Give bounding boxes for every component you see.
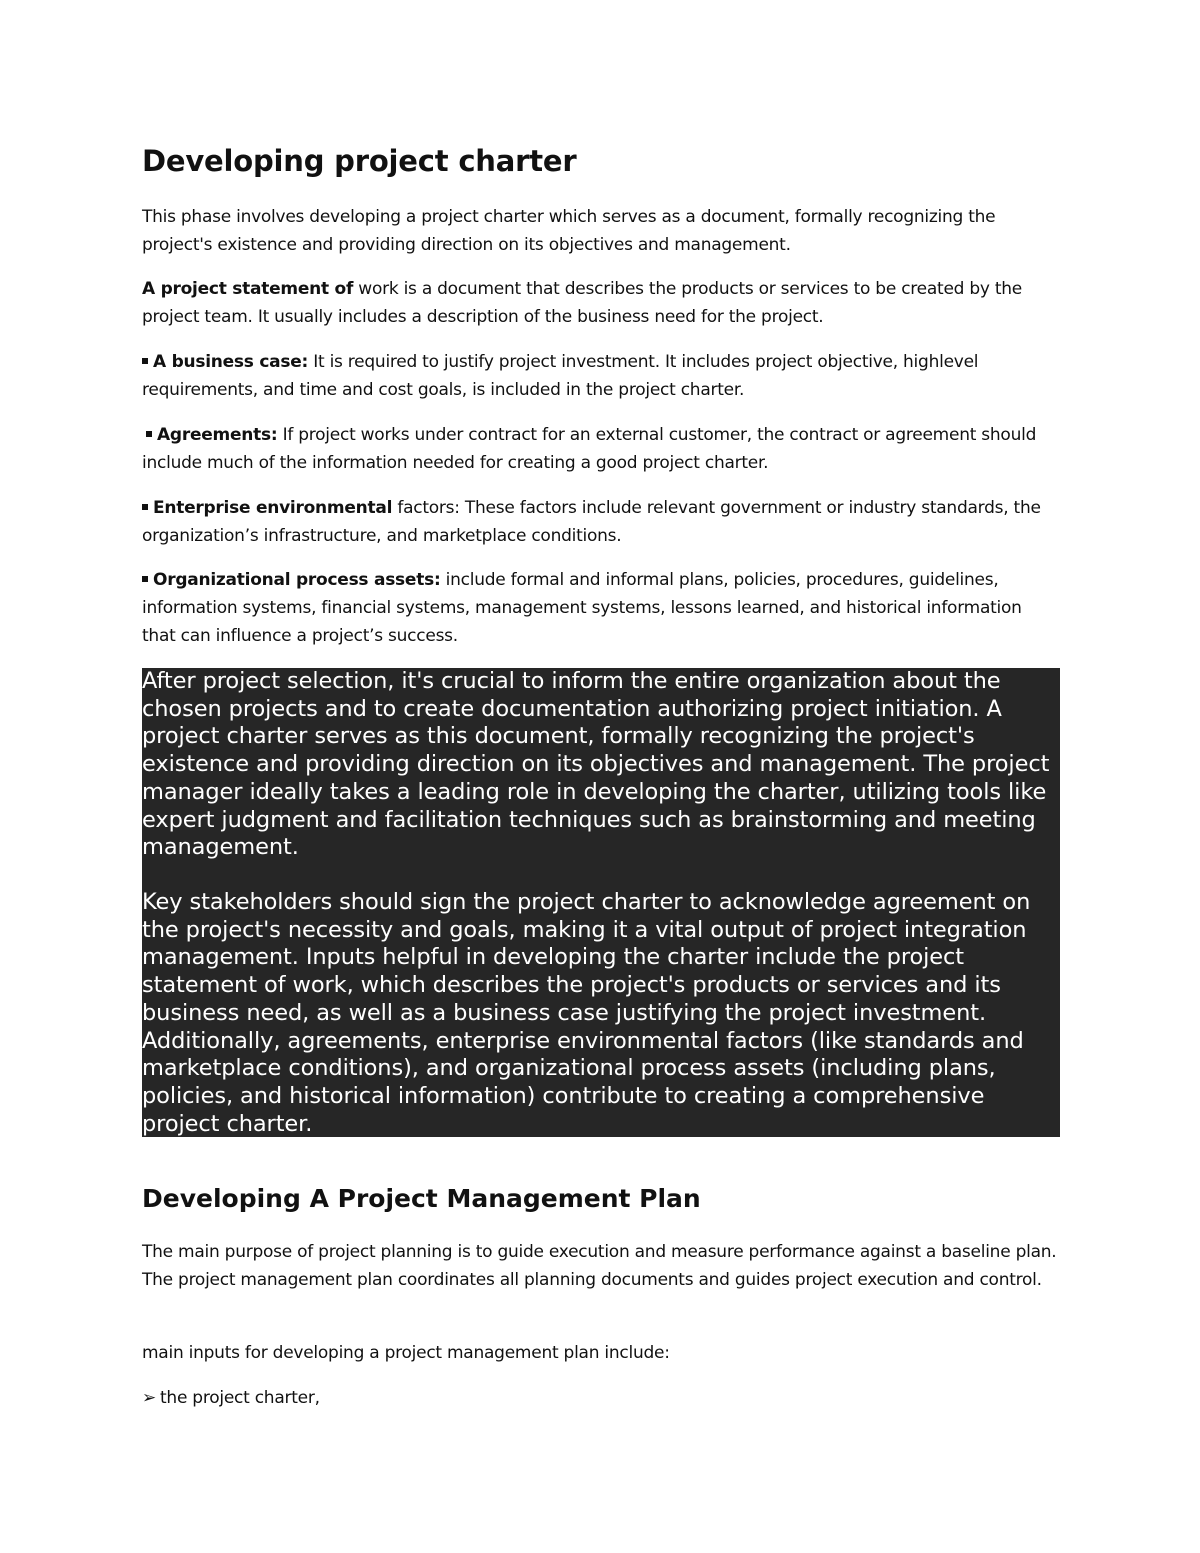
list-item [142,1384,1060,1412]
bullet-text: It is required to justify project investment. It includes project objective, highlevel requirements, and time and cost goals, is included in the project charter. [142,352,979,400]
square-bullet-icon [142,576,148,582]
square-bullet-icon [142,504,148,510]
statement-paragraph [142,275,1060,331]
square-bullet-icon [146,431,152,437]
statement-term: A project statement of [142,279,354,299]
section-title: Developing A Project Management Plan [142,1184,701,1213]
bullet-process-assets [142,566,1060,650]
statement-text: work is a document that describes the products or services to be created by the project team. It usually includes a description of the business need for the project. [142,279,1023,327]
bullet-text: include formal and informal plans, policies, procedures, guidelines, information systems, financial systems, management systems, lessons learned, and historical information that can influence a project’s success. [142,570,1022,646]
bullet-term: A business case: [153,352,309,372]
list-item-text: the project charter, [160,1388,320,1408]
summary-paragraph-1: After project selection, it's crucial to inform the entire organization about the chosen projects and to create documentation authorizing project initiation. A project charter serves as this document, formally recognizing the project's existence and providing direction on its objectives and management. The project manager ideally takes a leading role in developing the charter, utilizing tools like expert judgment and facilitation techniques such as brainstorming and meeting management. [142,668,1050,861]
bullet-agreements [142,421,1060,477]
summary-paragraph-2: Key stakeholders should sign the project charter to acknowledge agreement on the project's necessity and goals, making it a vital output of project integration management. Inputs helpful in developing the charter include the project statement of work, which describes the project's products or services and its business need, as well as a business case justifying the project investment. Additionally, agreements, enterprise environmental factors (like standards and marketplace conditions), and organizational process assets (including plans, policies, and historical information) contribute to creating a comprehensive project charter. [142,889,1031,1137]
bullet-term: Agreements: [157,425,278,445]
page-title: Developing project charter [142,144,577,178]
intro-paragraph: This phase involves developing a project charter which serves as a document, formally recognizing the project's existence and providing direction on its objectives and management. [142,207,996,255]
bullet-enterprise-factors [142,494,1060,550]
arrow-bullet-icon: ➢ [142,1388,156,1408]
planning-paragraph: The main purpose of project planning is to guide execution and measure performance against a baseline plan. The project management plan coordinates all planning documents and guides project execution and control. [142,1242,1057,1290]
bullet-term: Enterprise environmental [153,498,393,518]
bullet-term: Organizational process assets: [153,570,441,590]
square-bullet-icon [142,358,148,364]
bullet-business-case [142,348,1060,404]
summary-block [142,668,1060,1137]
inputs-lead: main inputs for developing a project management plan include: [142,1343,670,1363]
bullet-text: If project works under contract for an external customer, the contract or agreement should include much of the information needed for creating a good project charter. [142,425,1037,473]
bullet-text: factors: These factors include relevant government or industry standards, the organization’s infrastructure, and marketplace conditions. [142,498,1041,546]
